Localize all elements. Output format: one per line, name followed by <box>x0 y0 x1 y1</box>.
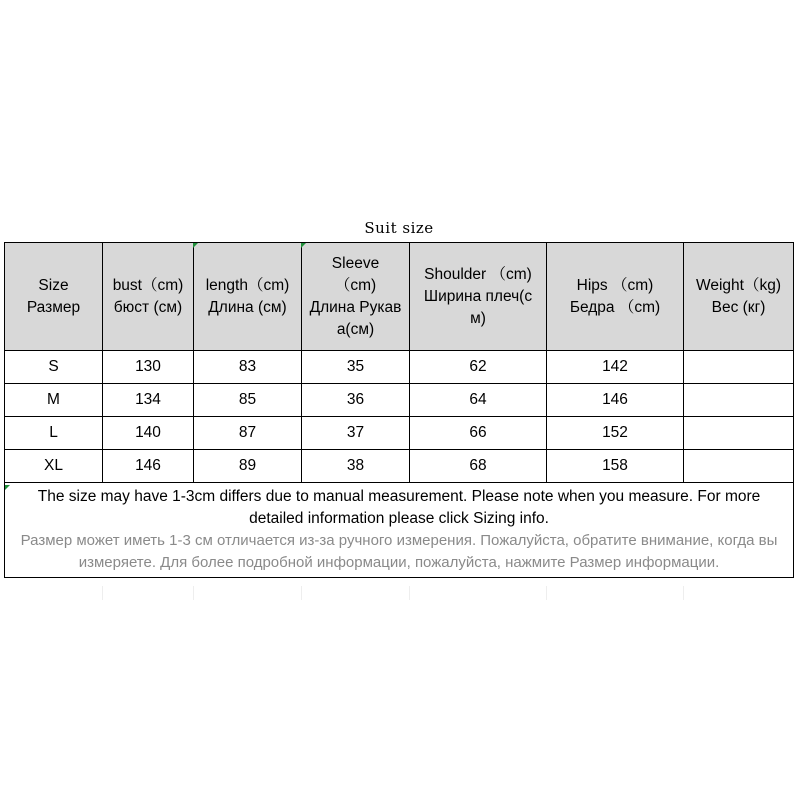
header-size <box>5 243 103 351</box>
cell-size: L <box>5 417 103 450</box>
cell-hips: 146 <box>547 384 684 417</box>
header-hips <box>547 243 684 351</box>
cell-hips: 158 <box>547 450 684 483</box>
note-russian: Размер может иметь 1-3 см отличается из-за ручного измерения. Пожалуйста, обратите внимание, когда вы измеряете. Для более подробной информации, пожалуйста, нажмите Размер информации. <box>20 532 778 571</box>
header-shoulder-line2: Ширина плеч(с <box>423 287 533 305</box>
cell-weight <box>684 450 794 483</box>
cell-hips: 152 <box>547 417 684 450</box>
header-shoulder <box>410 243 547 351</box>
cell-bust: 146 <box>103 450 194 483</box>
table-title: Suit size <box>5 213 794 243</box>
cell-shoulder: 68 <box>410 450 547 483</box>
header-row <box>5 243 794 351</box>
header-bust-en: bust（cm) <box>112 276 184 294</box>
cell-sleeve: 38 <box>302 450 410 483</box>
table-row <box>5 417 794 450</box>
cell-marker-icon <box>301 243 306 248</box>
cell-bust: 130 <box>103 351 194 384</box>
cell-weight <box>684 351 794 384</box>
header-weight-en: Weight（kg) <box>696 276 782 294</box>
cell-bust: 140 <box>103 417 194 450</box>
cell-hips: 142 <box>547 351 684 384</box>
cell-marker-icon <box>193 243 198 248</box>
cell-bust: 134 <box>103 384 194 417</box>
header-length <box>194 243 302 351</box>
cell-size: M <box>5 384 103 417</box>
cell-sleeve: 37 <box>302 417 410 450</box>
header-sleeve <box>302 243 410 351</box>
note-english: The size may have 1-3cm differs due to manual measurement. Please note when you measure. For more detailed information please click Sizing info. <box>37 488 761 527</box>
table-row <box>5 384 794 417</box>
header-hips-ru: Бедра （cm) <box>569 298 661 316</box>
cell-length: 85 <box>194 384 302 417</box>
cell-sleeve: 35 <box>302 351 410 384</box>
cell-shoulder: 64 <box>410 384 547 417</box>
header-sleeve-line2: （cm) <box>334 276 377 294</box>
header-size-en: Size <box>38 276 69 294</box>
header-sleeve-line1: Sleeve <box>331 254 380 272</box>
header-weight <box>684 243 794 351</box>
header-sleeve-line4: а(см) <box>336 320 375 338</box>
cell-size: XL <box>5 450 103 483</box>
cell-weight <box>684 384 794 417</box>
header-bust-ru: бюст (см) <box>113 298 183 316</box>
header-shoulder-line1: Shoulder （cm) <box>424 265 532 283</box>
table-row <box>5 351 794 384</box>
measurement-note <box>5 483 794 578</box>
cell-length: 89 <box>194 450 302 483</box>
cell-shoulder: 66 <box>410 417 547 450</box>
size-table <box>4 213 794 578</box>
table-row <box>5 450 794 483</box>
header-length-en: length（cm) <box>205 276 290 294</box>
note-row <box>5 483 794 578</box>
cell-size: S <box>5 351 103 384</box>
header-bust <box>103 243 194 351</box>
cell-sleeve: 36 <box>302 384 410 417</box>
cell-length: 87 <box>194 417 302 450</box>
header-weight-ru: Вес (кг) <box>711 298 766 316</box>
header-hips-en: Hips （cm) <box>576 276 654 294</box>
size-chart <box>4 213 793 578</box>
header-size-ru: Размер <box>26 298 81 316</box>
cell-marker-icon <box>5 485 10 490</box>
header-shoulder-line3: м) <box>470 309 486 327</box>
cell-shoulder: 62 <box>410 351 547 384</box>
gridline-remnants <box>4 586 793 600</box>
header-sleeve-line3: Длина Рукав <box>309 298 402 316</box>
header-length-ru: Длина (см) <box>208 298 287 316</box>
cell-weight <box>684 417 794 450</box>
cell-length: 83 <box>194 351 302 384</box>
